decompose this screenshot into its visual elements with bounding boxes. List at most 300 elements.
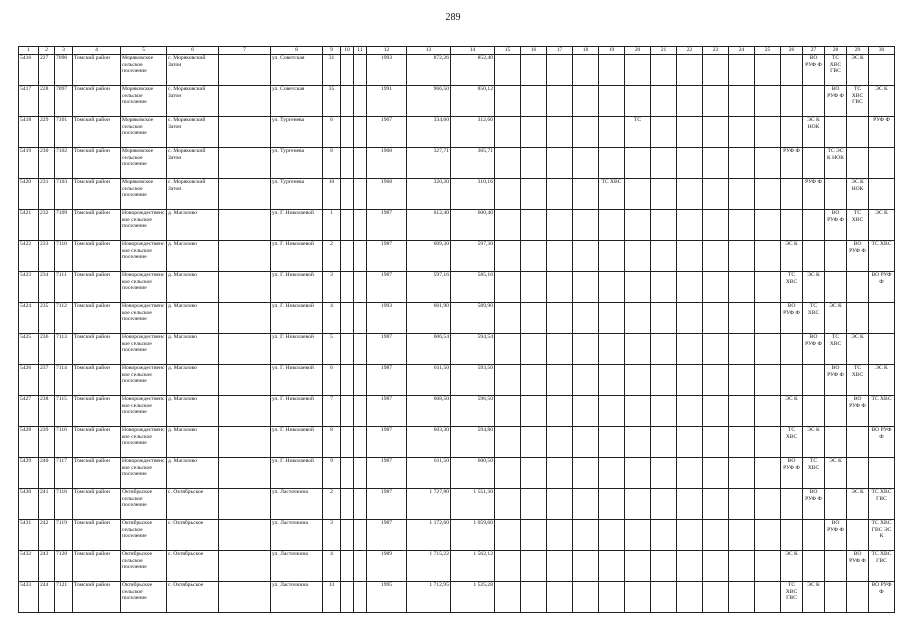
- column-header-12: 12: [367, 47, 407, 55]
- cell-col-29: ВО РУФ Ф: [847, 241, 869, 272]
- cell-col-6: д. Магалово: [167, 272, 219, 303]
- cell-col-10: [341, 365, 354, 396]
- table-row: [19, 241, 895, 272]
- cell-col-14: 585,16: [451, 272, 495, 303]
- cell-col-9: 3: [323, 272, 341, 303]
- cell-col-29: [847, 458, 869, 489]
- cell-col-10: [341, 489, 354, 520]
- cell-col-16: [521, 520, 547, 551]
- cell-col-5: Октябрьское сельское поселение: [121, 551, 167, 582]
- cell-col-25: [755, 148, 781, 179]
- cell-col-5: Новорождественское сельское поселение: [121, 365, 167, 396]
- cell-col-21: [651, 272, 677, 303]
- cell-col-7: [219, 241, 271, 272]
- cell-col-20: [625, 396, 651, 427]
- cell-col-27: [803, 241, 825, 272]
- cell-col-2: 234: [39, 272, 55, 303]
- cell-col-3: 7110: [55, 241, 73, 272]
- cell-col-9: 9: [323, 458, 341, 489]
- column-header-11: 11: [354, 47, 367, 55]
- cell-col-4: Томский район: [73, 210, 121, 241]
- cell-col-15: [495, 148, 521, 179]
- cell-col-29: ТС ХВС ГВС: [847, 86, 869, 117]
- cell-col-30: ТС ХВС ГВС: [869, 551, 895, 582]
- cell-col-11: [354, 520, 367, 551]
- cell-col-27: [803, 365, 825, 396]
- cell-col-20: [625, 582, 651, 613]
- cell-col-12: 1987: [367, 489, 407, 520]
- column-header-20: 20: [625, 47, 651, 55]
- register-table: [18, 46, 895, 613]
- cell-col-29: [847, 582, 869, 613]
- cell-col-18: [573, 334, 599, 365]
- cell-col-18: [573, 458, 599, 489]
- cell-col-4: Томский район: [73, 272, 121, 303]
- cell-col-2: 229: [39, 117, 55, 148]
- cell-col-4: Томский район: [73, 303, 121, 334]
- cell-col-25: [755, 427, 781, 458]
- cell-col-11: [354, 458, 367, 489]
- cell-col-8: ул. Тургенева: [271, 179, 323, 210]
- cell-col-2: 228: [39, 86, 55, 117]
- cell-col-6: д. Магалово: [167, 241, 219, 272]
- cell-col-17: [547, 117, 573, 148]
- column-header-30: 30: [869, 47, 895, 55]
- cell-col-5: Новорождественское сельское поселение: [121, 427, 167, 458]
- column-header-23: 23: [703, 47, 729, 55]
- cell-col-22: [677, 241, 703, 272]
- cell-col-2: 230: [39, 148, 55, 179]
- cell-col-5: Моряковское сельское поселение: [121, 179, 167, 210]
- cell-col-26: [781, 55, 803, 86]
- cell-col-27: ВО РУФ Ф: [803, 334, 825, 365]
- cell-col-16: [521, 179, 547, 210]
- cell-col-29: [847, 148, 869, 179]
- cell-col-18: [573, 427, 599, 458]
- cell-col-14: 596,50: [451, 396, 495, 427]
- cell-col-26: РУФ Ф: [781, 148, 803, 179]
- cell-col-18: [573, 489, 599, 520]
- cell-col-18: [573, 396, 599, 427]
- cell-col-17: [547, 427, 573, 458]
- cell-col-14: 310,16: [451, 179, 495, 210]
- cell-col-13: 1 715,22: [407, 551, 451, 582]
- cell-col-8: ул. Г. Николаевой: [271, 272, 323, 303]
- cell-col-5: Новорождественское сельское поселение: [121, 303, 167, 334]
- column-header-9: 9: [323, 47, 341, 55]
- cell-col-1: 5419: [19, 148, 39, 179]
- cell-col-5: Октябрьское сельское поселение: [121, 582, 167, 613]
- cell-col-20: ТС: [625, 117, 651, 148]
- cell-col-4: Томский район: [73, 179, 121, 210]
- cell-col-23: [703, 86, 729, 117]
- table-row: [19, 272, 895, 303]
- cell-col-2: 227: [39, 55, 55, 86]
- cell-col-4: Томский район: [73, 427, 121, 458]
- cell-col-19: [599, 458, 625, 489]
- cell-col-19: [599, 210, 625, 241]
- cell-col-2: 233: [39, 241, 55, 272]
- cell-col-12: 1987: [367, 210, 407, 241]
- cell-col-20: [625, 210, 651, 241]
- cell-col-5: Моряковское сельское поселение: [121, 55, 167, 86]
- cell-col-7: [219, 582, 271, 613]
- cell-col-1: 5430: [19, 489, 39, 520]
- cell-col-4: Томский район: [73, 458, 121, 489]
- table-row: [19, 334, 895, 365]
- cell-col-6: д. Магалово: [167, 427, 219, 458]
- cell-col-10: [341, 179, 354, 210]
- cell-col-28: [825, 489, 847, 520]
- cell-col-26: ТС ХВС: [781, 272, 803, 303]
- cell-col-6: с. Октябрьское: [167, 551, 219, 582]
- cell-col-7: [219, 427, 271, 458]
- cell-col-8: ул. Ласточкина: [271, 551, 323, 582]
- cell-col-6: д. Магалово: [167, 458, 219, 489]
- cell-col-10: [341, 86, 354, 117]
- cell-col-13: 872,26: [407, 55, 451, 86]
- cell-col-17: [547, 365, 573, 396]
- cell-col-26: [781, 179, 803, 210]
- cell-col-8: ул. Г. Николаевой: [271, 210, 323, 241]
- cell-col-22: [677, 210, 703, 241]
- cell-col-11: [354, 334, 367, 365]
- cell-col-28: [825, 272, 847, 303]
- cell-col-21: [651, 582, 677, 613]
- cell-col-7: [219, 458, 271, 489]
- cell-col-30: ВО РУФ Ф: [869, 582, 895, 613]
- cell-col-1: 5427: [19, 396, 39, 427]
- table-header: [19, 47, 895, 55]
- cell-col-28: [825, 551, 847, 582]
- table-row: [19, 582, 895, 613]
- cell-col-28: ТС ХВС ГВС: [825, 55, 847, 86]
- cell-col-6: с. Моряковский Затон: [167, 86, 219, 117]
- column-header-26: 26: [781, 47, 803, 55]
- cell-col-24: [729, 86, 755, 117]
- cell-col-27: [803, 148, 825, 179]
- cell-col-22: [677, 365, 703, 396]
- cell-col-15: [495, 117, 521, 148]
- cell-col-13: 1 172,60: [407, 520, 451, 551]
- cell-col-11: [354, 148, 367, 179]
- cell-col-26: ТС ХВС: [781, 427, 803, 458]
- table-row: [19, 520, 895, 551]
- cell-col-8: ул. Тургенева: [271, 117, 323, 148]
- cell-col-1: 5417: [19, 86, 39, 117]
- table-row: [19, 551, 895, 582]
- cell-col-12: 1968: [367, 179, 407, 210]
- cell-col-28: [825, 427, 847, 458]
- cell-col-21: [651, 427, 677, 458]
- cell-col-24: [729, 520, 755, 551]
- cell-col-16: [521, 551, 547, 582]
- cell-col-11: [354, 179, 367, 210]
- cell-col-19: [599, 365, 625, 396]
- cell-col-7: [219, 272, 271, 303]
- cell-col-30: [869, 334, 895, 365]
- cell-col-30: ТС ХВС: [869, 241, 895, 272]
- cell-col-17: [547, 303, 573, 334]
- cell-col-10: [341, 210, 354, 241]
- cell-col-11: [354, 210, 367, 241]
- table-row: [19, 148, 895, 179]
- cell-col-25: [755, 458, 781, 489]
- cell-col-23: [703, 520, 729, 551]
- cell-col-15: [495, 241, 521, 272]
- cell-col-7: [219, 179, 271, 210]
- cell-col-3: 7112: [55, 303, 73, 334]
- cell-col-10: [341, 334, 354, 365]
- cell-col-9: 1: [323, 210, 341, 241]
- cell-col-4: Томский район: [73, 520, 121, 551]
- cell-col-15: [495, 582, 521, 613]
- cell-col-21: [651, 86, 677, 117]
- cell-col-22: [677, 86, 703, 117]
- cell-col-21: [651, 489, 677, 520]
- cell-col-7: [219, 55, 271, 86]
- cell-col-25: [755, 396, 781, 427]
- cell-col-3: 7101: [55, 117, 73, 148]
- cell-col-9: 2: [323, 489, 341, 520]
- cell-col-11: [354, 582, 367, 613]
- cell-col-29: [847, 117, 869, 148]
- cell-col-26: [781, 365, 803, 396]
- cell-col-3: 7114: [55, 365, 73, 396]
- cell-col-15: [495, 489, 521, 520]
- header-row: [19, 47, 895, 55]
- cell-col-15: [495, 86, 521, 117]
- cell-col-14: 600,50: [451, 458, 495, 489]
- cell-col-12: 1987: [367, 334, 407, 365]
- column-header-2: 2: [39, 47, 55, 55]
- cell-col-2: 240: [39, 458, 55, 489]
- cell-col-18: [573, 210, 599, 241]
- cell-col-27: [803, 210, 825, 241]
- table-body: [19, 55, 895, 613]
- cell-col-3: 7117: [55, 458, 73, 489]
- cell-col-21: [651, 396, 677, 427]
- cell-col-24: [729, 148, 755, 179]
- cell-col-9: 4: [323, 551, 341, 582]
- cell-col-28: [825, 582, 847, 613]
- cell-col-7: [219, 334, 271, 365]
- cell-col-16: [521, 582, 547, 613]
- cell-col-23: [703, 148, 729, 179]
- cell-col-23: [703, 179, 729, 210]
- cell-col-18: [573, 86, 599, 117]
- column-header-14: 14: [451, 47, 495, 55]
- cell-col-30: ВО РУФ Ф: [869, 427, 895, 458]
- cell-col-6: д. Магалово: [167, 396, 219, 427]
- cell-col-15: [495, 55, 521, 86]
- cell-col-20: [625, 55, 651, 86]
- column-header-28: 28: [825, 47, 847, 55]
- cell-col-22: [677, 427, 703, 458]
- cell-col-1: 5428: [19, 427, 39, 458]
- cell-col-19: [599, 303, 625, 334]
- cell-col-19: [599, 117, 625, 148]
- cell-col-14: 593,50: [451, 365, 495, 396]
- cell-col-21: [651, 241, 677, 272]
- cell-col-22: [677, 396, 703, 427]
- cell-col-26: [781, 117, 803, 148]
- cell-col-9: 8: [323, 427, 341, 458]
- cell-col-6: д. Магалово: [167, 365, 219, 396]
- column-header-13: 13: [407, 47, 451, 55]
- cell-col-7: [219, 303, 271, 334]
- cell-col-16: [521, 241, 547, 272]
- cell-col-14: 594,80: [451, 427, 495, 458]
- cell-col-7: [219, 551, 271, 582]
- table-row: [19, 427, 895, 458]
- cell-col-10: [341, 117, 354, 148]
- cell-col-23: [703, 365, 729, 396]
- cell-col-4: Томский район: [73, 86, 121, 117]
- cell-col-8: ул. Ласточкина: [271, 489, 323, 520]
- cell-col-17: [547, 396, 573, 427]
- column-header-4: 4: [73, 47, 121, 55]
- cell-col-5: Новорождественское сельское поселение: [121, 458, 167, 489]
- cell-col-13: 601,90: [407, 303, 451, 334]
- cell-col-1: 5432: [19, 551, 39, 582]
- cell-col-13: 334,60: [407, 117, 451, 148]
- cell-col-21: [651, 210, 677, 241]
- cell-col-16: [521, 117, 547, 148]
- cell-col-6: с. Моряковский Затон: [167, 55, 219, 86]
- cell-col-12: 1987: [367, 520, 407, 551]
- cell-col-5: Новорождественское сельское поселение: [121, 272, 167, 303]
- cell-col-15: [495, 272, 521, 303]
- cell-col-2: 236: [39, 334, 55, 365]
- cell-col-30: [869, 148, 895, 179]
- cell-col-11: [354, 303, 367, 334]
- cell-col-5: Новорождественское сельское поселение: [121, 396, 167, 427]
- cell-col-14: 305,71: [451, 148, 495, 179]
- cell-col-17: [547, 582, 573, 613]
- cell-col-9: 4: [323, 303, 341, 334]
- cell-col-15: [495, 303, 521, 334]
- cell-col-17: [547, 334, 573, 365]
- cell-col-15: [495, 365, 521, 396]
- cell-col-24: [729, 582, 755, 613]
- cell-col-24: [729, 458, 755, 489]
- cell-col-1: 5423: [19, 272, 39, 303]
- cell-col-2: 241: [39, 489, 55, 520]
- cell-col-8: ул. Г. Николаевой: [271, 334, 323, 365]
- cell-col-10: [341, 427, 354, 458]
- cell-col-19: [599, 396, 625, 427]
- cell-col-25: [755, 272, 781, 303]
- cell-col-20: [625, 272, 651, 303]
- cell-col-26: [781, 86, 803, 117]
- cell-col-21: [651, 520, 677, 551]
- cell-col-8: ул. Советская: [271, 86, 323, 117]
- cell-col-3: 7119: [55, 520, 73, 551]
- cell-col-30: ЭС К: [869, 365, 895, 396]
- cell-col-4: Томский район: [73, 551, 121, 582]
- column-header-22: 22: [677, 47, 703, 55]
- cell-col-21: [651, 148, 677, 179]
- cell-col-20: [625, 489, 651, 520]
- cell-col-29: [847, 520, 869, 551]
- cell-col-23: [703, 582, 729, 613]
- cell-col-3: 7097: [55, 86, 73, 117]
- cell-col-6: с. Октябрьское: [167, 520, 219, 551]
- cell-col-4: Томский район: [73, 396, 121, 427]
- cell-col-22: [677, 55, 703, 86]
- column-header-17: 17: [547, 47, 573, 55]
- cell-col-11: [354, 86, 367, 117]
- cell-col-30: ТС ХВС ГВС ЭС К: [869, 520, 895, 551]
- cell-col-9: 5: [323, 334, 341, 365]
- cell-col-20: [625, 148, 651, 179]
- cell-col-18: [573, 117, 599, 148]
- cell-col-25: [755, 117, 781, 148]
- cell-col-21: [651, 179, 677, 210]
- cell-col-20: [625, 365, 651, 396]
- cell-col-30: [869, 179, 895, 210]
- cell-col-24: [729, 272, 755, 303]
- cell-col-29: ЭС К: [847, 334, 869, 365]
- cell-col-28: ВО РУФ Ф: [825, 210, 847, 241]
- cell-col-25: [755, 241, 781, 272]
- cell-col-11: [354, 396, 367, 427]
- cell-col-1: 5431: [19, 520, 39, 551]
- cell-col-4: Томский район: [73, 117, 121, 148]
- cell-col-6: д. Магалово: [167, 210, 219, 241]
- cell-col-12: 1993: [367, 55, 407, 86]
- cell-col-17: [547, 148, 573, 179]
- cell-col-24: [729, 334, 755, 365]
- cell-col-7: [219, 148, 271, 179]
- cell-col-27: [803, 86, 825, 117]
- cell-col-18: [573, 55, 599, 86]
- cell-col-10: [341, 272, 354, 303]
- cell-col-16: [521, 86, 547, 117]
- cell-col-1: 5418: [19, 117, 39, 148]
- cell-col-20: [625, 86, 651, 117]
- cell-col-4: Томский район: [73, 489, 121, 520]
- cell-col-30: [869, 55, 895, 86]
- cell-col-15: [495, 520, 521, 551]
- cell-col-9: 13: [323, 582, 341, 613]
- table-row: [19, 365, 895, 396]
- cell-col-16: [521, 396, 547, 427]
- cell-col-4: Томский район: [73, 334, 121, 365]
- cell-col-7: [219, 489, 271, 520]
- cell-col-26: [781, 334, 803, 365]
- column-header-18: 18: [573, 47, 599, 55]
- table-row: [19, 458, 895, 489]
- cell-col-8: ул. Г. Николаевой: [271, 241, 323, 272]
- cell-col-28: ВО РУФ Ф: [825, 520, 847, 551]
- cell-col-6: с. Моряковский Затон: [167, 148, 219, 179]
- cell-col-30: ТС ХВС: [869, 396, 895, 427]
- cell-col-24: [729, 210, 755, 241]
- cell-col-24: [729, 55, 755, 86]
- cell-col-24: [729, 427, 755, 458]
- cell-col-25: [755, 582, 781, 613]
- cell-col-19: [599, 520, 625, 551]
- cell-col-1: 5429: [19, 458, 39, 489]
- column-header-24: 24: [729, 47, 755, 55]
- cell-col-28: [825, 396, 847, 427]
- cell-col-5: Новорождественское сельское поселение: [121, 210, 167, 241]
- cell-col-7: [219, 396, 271, 427]
- table-row: [19, 489, 895, 520]
- cell-col-23: [703, 117, 729, 148]
